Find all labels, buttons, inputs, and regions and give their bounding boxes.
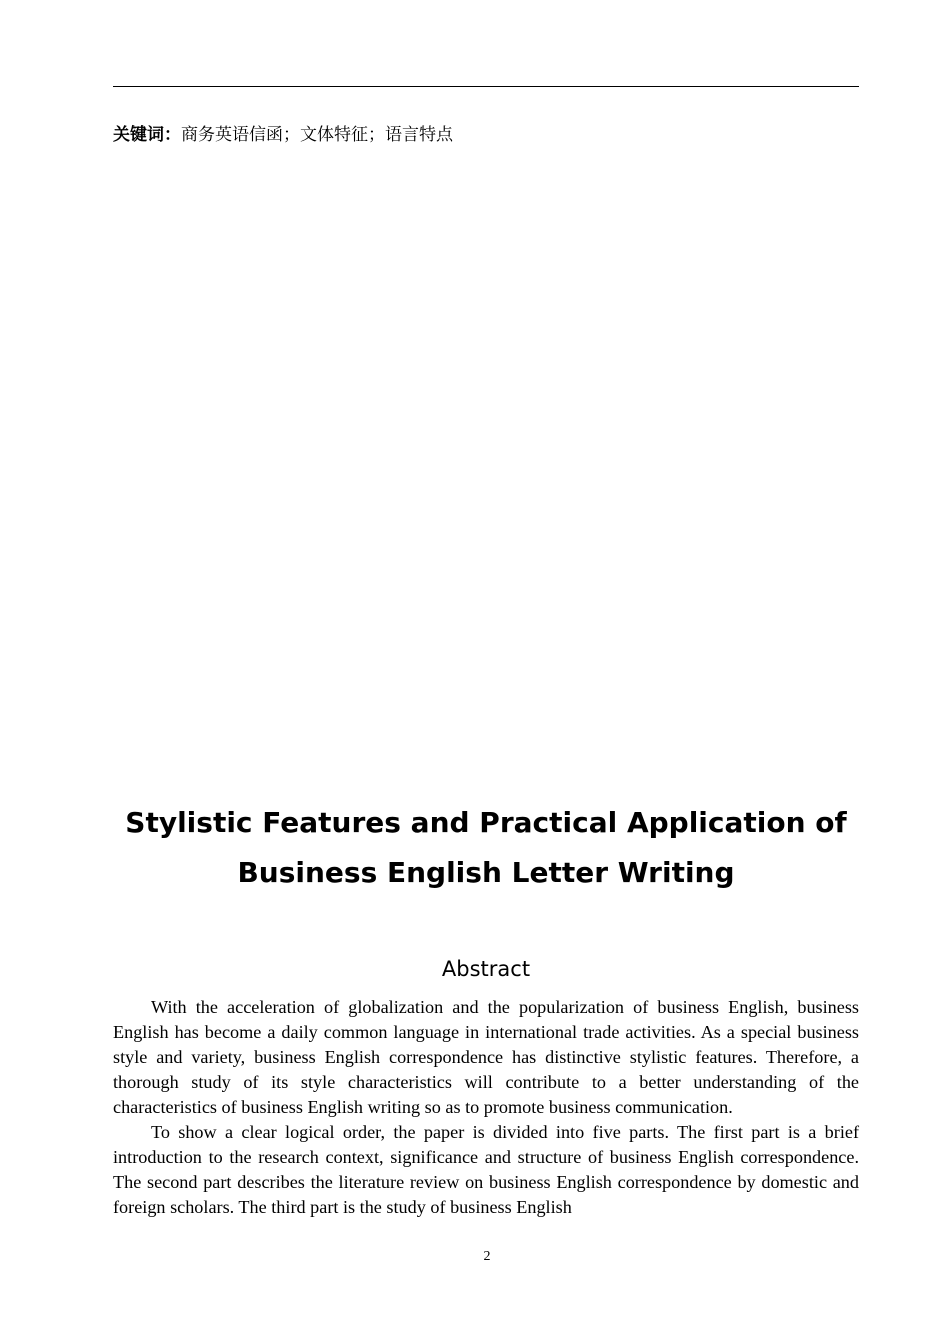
paper-title: [113, 798, 859, 898]
abstract-body: [113, 995, 859, 1220]
paper-title-line-2: Business English Letter Writing: [237, 856, 735, 889]
abstract-paragraph: With the acceleration of globalization and the popularization of business English, business English has become a daily common language in international trade activities. As a special business style and variety, business English correspondence has distinctive stylistic features. Therefore, a thorough study of its style characteristics will contribute to a better understanding of the characteristics of business English writing so as to promote business communication.: [113, 997, 859, 1117]
paper-title-line-1: Stylistic Features and Practical Application of: [125, 806, 847, 839]
keywords-line: [113, 123, 453, 147]
keywords-label: 关键词：: [113, 125, 181, 145]
abstract-paragraph: To show a clear logical order, the paper is divided into five parts. The first part is a brief introduction to the research context, significance and structure of business English correspondence. The second part describes the literature review on business English correspondence by domestic and foreign scholars. The third part is the study of business English: [113, 1122, 859, 1217]
abstract-heading: Abstract: [441, 957, 531, 981]
keywords-terms: 商务英语信函；文体特征；语言特点: [181, 125, 453, 145]
page-number: 2: [483, 1249, 491, 1264]
header-rule: [113, 86, 859, 87]
